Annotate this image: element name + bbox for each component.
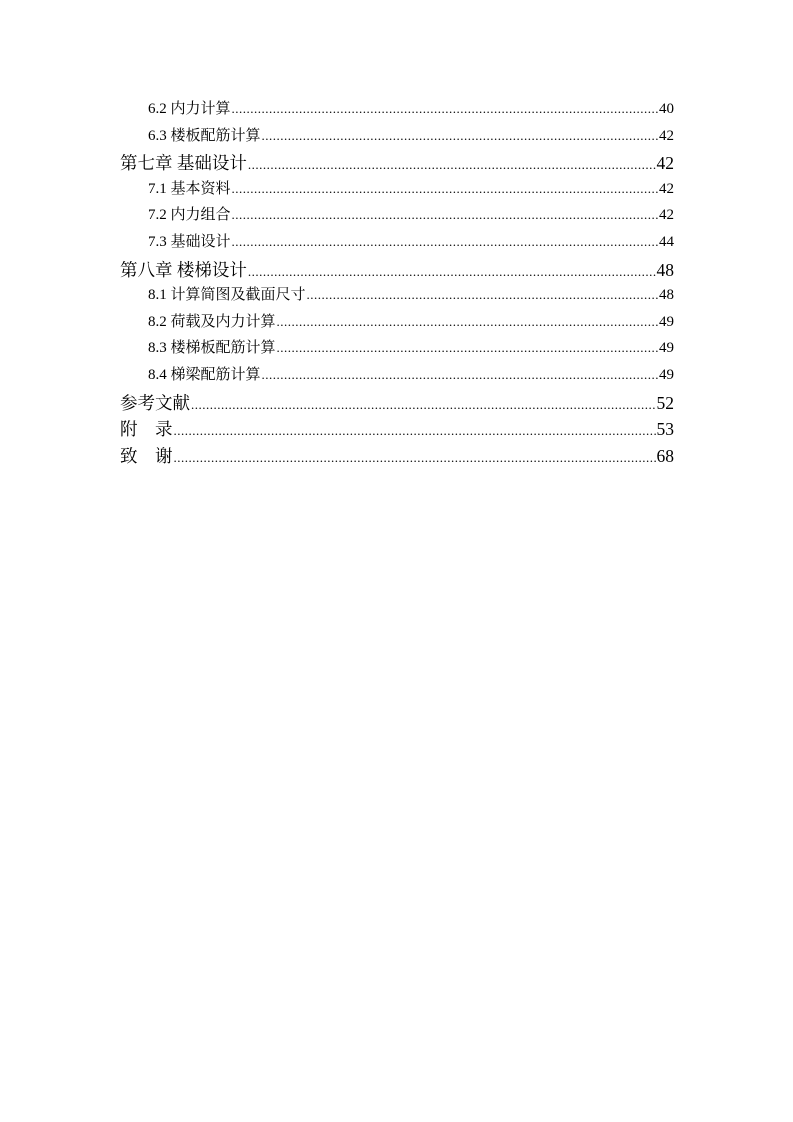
toc-entry-7-2[interactable] xyxy=(120,203,674,230)
toc-entry-acknowledgements[interactable] xyxy=(120,443,674,470)
toc-entry-7-3[interactable] xyxy=(120,230,674,257)
toc-entry-page: 42 xyxy=(656,153,674,174)
toc-entry-title: 致 谢 xyxy=(120,445,173,466)
toc-entry-title: 7.1 基本资料 xyxy=(148,180,231,197)
toc-entry-title: 8.2 荷载及内力计算 xyxy=(148,313,276,330)
toc-entry-appendix[interactable] xyxy=(120,416,674,443)
toc-entry-8-4[interactable] xyxy=(120,363,674,390)
toc-entry-page: 44 xyxy=(659,233,674,250)
toc-entry-page: 68 xyxy=(656,445,674,466)
toc-entry-page: 53 xyxy=(656,419,674,440)
toc-entry-chapter-7[interactable] xyxy=(120,150,674,177)
dot-leader xyxy=(232,102,658,115)
toc-entry-title: 7.3 基础设计 xyxy=(148,233,231,250)
toc-entry-page: 49 xyxy=(659,340,674,357)
toc-entry-title: 附 录 xyxy=(120,419,173,440)
toc-entry-title: 第八章 楼梯设计 xyxy=(120,259,247,280)
toc-entry-title: 7.2 内力组合 xyxy=(148,207,231,224)
dot-leader xyxy=(277,341,658,354)
toc-entry-page: 48 xyxy=(659,287,674,304)
toc-entry-title: 第七章 基础设计 xyxy=(120,153,247,174)
toc-entry-page: 52 xyxy=(656,392,674,413)
dot-leader xyxy=(232,182,658,195)
dot-leader xyxy=(232,208,658,221)
dot-leader xyxy=(174,424,656,437)
toc-entry-page: 40 xyxy=(659,101,674,117)
toc-entry-title: 6.2 内力计算 xyxy=(148,101,231,117)
toc-entry-title: 8.1 计算简图及截面尺寸 xyxy=(148,287,306,304)
toc-entry-page: 49 xyxy=(659,313,674,330)
toc-entry-title: 8.3 楼梯板配筋计算 xyxy=(148,340,276,357)
toc-entry-8-3[interactable] xyxy=(120,336,674,363)
toc-entry-page: 42 xyxy=(659,207,674,224)
toc-entry-6-3[interactable] xyxy=(120,124,674,151)
dot-leader xyxy=(248,158,656,171)
toc-entry-page: 42 xyxy=(659,127,674,144)
dot-leader xyxy=(248,265,656,278)
dot-leader xyxy=(174,451,656,464)
toc-entry-page: 42 xyxy=(659,180,674,197)
toc-entry-chapter-8[interactable] xyxy=(120,257,674,284)
toc-entry-page: 49 xyxy=(659,366,674,383)
dot-leader xyxy=(307,288,658,301)
dot-leader xyxy=(191,398,656,411)
dot-leader xyxy=(262,368,658,381)
dot-leader xyxy=(262,129,658,142)
toc-entry-page: 48 xyxy=(656,259,674,280)
toc-entry-references[interactable] xyxy=(120,390,674,417)
table-of-contents xyxy=(120,97,674,469)
toc-entry-8-2[interactable] xyxy=(120,310,674,337)
toc-entry-title: 参考文献 xyxy=(120,392,190,413)
toc-entry-title: 8.4 梯梁配筋计算 xyxy=(148,366,261,383)
toc-entry-8-1[interactable] xyxy=(120,283,674,310)
dot-leader xyxy=(277,315,658,328)
toc-entry-6-2[interactable] xyxy=(120,97,674,124)
toc-entry-title: 6.3 楼板配筋计算 xyxy=(148,127,261,144)
dot-leader xyxy=(232,235,658,248)
toc-entry-7-1[interactable] xyxy=(120,177,674,204)
